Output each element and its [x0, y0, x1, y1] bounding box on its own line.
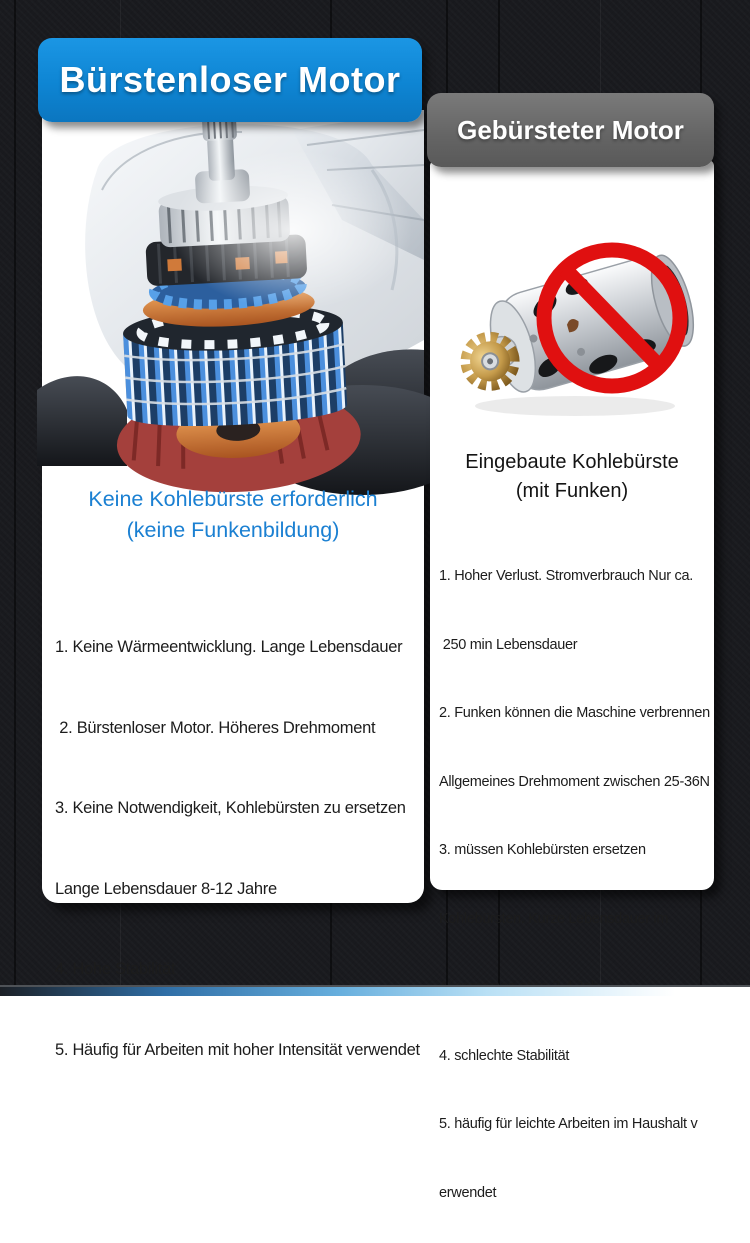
brushless-subtitle-line2: (keine Funkenbildung)	[126, 518, 340, 542]
brushed-header: Gebürsteter Motor	[427, 93, 714, 167]
brushed-feature-list	[439, 526, 714, 1243]
brushless-subtitle	[42, 484, 424, 546]
brushless-motor-cutaway-graphic	[42, 110, 424, 466]
list-item: 4. Hohe Stabilität	[55, 960, 176, 978]
list-item: 5. Häufig für Arbeiten mit hoher Intensität verwendet	[55, 1040, 420, 1059]
bottom-gradient-bar	[0, 987, 750, 996]
brushed-subtitle-line2: (mit Funken)	[515, 480, 629, 502]
list-item: 1. Hoher Verlust. Stromverbrauch Nur ca.	[439, 568, 693, 584]
list-item: Lange Lebensdauer 8-12 Jahre	[55, 879, 277, 898]
brushed-motor-image	[440, 228, 704, 428]
list-item: 5. häufig für leichte Arbeiten im Haushalt v	[439, 1116, 698, 1132]
list-item: Kohlebürsten. Kurze Lebensdauer im	[439, 910, 669, 927]
brushed-subtitle-line1: Eingebaute Kohlebürste	[465, 451, 679, 473]
list-item: 2. Bürstenloser Motor. Höheres Drehmoment	[55, 718, 376, 737]
list-item: 3. Keine Notwendigkeit, Kohlebürsten zu ersetzen	[55, 799, 406, 817]
list-item: 4. schlechte Stabilität	[439, 1047, 570, 1064]
list-item: 250 min Lebensdauer	[439, 636, 578, 653]
list-item: 3. müssen Kohlebürsten ersetzen	[439, 842, 646, 858]
list-item: erwendet	[439, 1184, 497, 1201]
brushless-feature-list	[55, 588, 424, 1109]
brushless-panel	[42, 110, 424, 1059]
brushless-motor-image	[42, 110, 424, 466]
list-item: 2. Funken können die Maschine verbrennen	[439, 705, 710, 721]
brushed-panel	[430, 160, 714, 1201]
brushless-subtitle-line1: Keine Kohlebürste erforderlich	[88, 487, 378, 511]
brushed-subtitle	[430, 448, 714, 506]
list-item: Allgemeines Drehmoment zwischen 25-36N	[439, 773, 710, 790]
list-item: 1. Keine Wärmeentwicklung. Lange Lebensdauer	[55, 638, 403, 656]
pinion-gear	[460, 332, 519, 391]
brushed-motor-graphic	[440, 228, 704, 428]
brushless-header: Bürstenloser Motor	[38, 38, 422, 122]
background-seam	[14, 0, 16, 996]
